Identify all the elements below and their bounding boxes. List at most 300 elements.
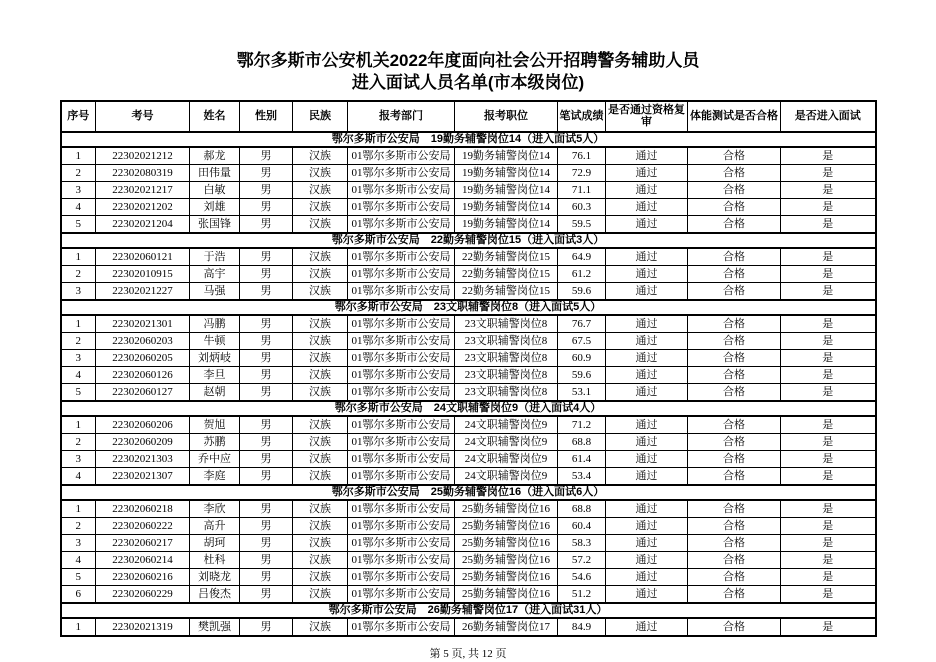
cell-fitness-test: 合格: [688, 181, 781, 198]
cell-department: 01鄂尔多斯市公安局: [348, 332, 455, 349]
cell-position: 19勤务辅警岗位14: [455, 215, 558, 233]
cell-department: 01鄂尔多斯市公安局: [348, 164, 455, 181]
cell-qualification-review: 通过: [606, 383, 688, 401]
column-header-written-score: 笔试成绩: [558, 101, 606, 132]
cell-index: 5: [61, 568, 96, 585]
column-header-position: 报考职位: [455, 101, 558, 132]
cell-index: 1: [61, 618, 96, 636]
cell-qualification-review: 通过: [606, 332, 688, 349]
cell-exam-number: 22302060229: [96, 585, 190, 603]
cell-interview-entry: 是: [781, 265, 876, 282]
column-header-qualification-review: 是否通过资格复审: [606, 101, 688, 132]
cell-department: 01鄂尔多斯市公安局: [348, 551, 455, 568]
group-header-row: [61, 485, 876, 500]
cell-name: 高升: [190, 517, 240, 534]
cell-name: 郝龙: [190, 147, 240, 165]
cell-exam-number: 22302021301: [96, 315, 190, 333]
cell-fitness-test: 合格: [688, 568, 781, 585]
cell-index: 5: [61, 383, 96, 401]
cell-index: 4: [61, 551, 96, 568]
cell-gender: 男: [240, 383, 293, 401]
cell-written-score: 71.2: [558, 416, 606, 434]
cell-fitness-test: 合格: [688, 450, 781, 467]
cell-written-score: 76.1: [558, 147, 606, 165]
group-header-row: [61, 401, 876, 416]
cell-exam-number: 22302060205: [96, 349, 190, 366]
cell-fitness-test: 合格: [688, 618, 781, 636]
table-row: [61, 198, 876, 215]
cell-interview-entry: 是: [781, 164, 876, 181]
cell-gender: 男: [240, 450, 293, 467]
cell-position: 23文职辅警岗位8: [455, 383, 558, 401]
cell-written-score: 60.4: [558, 517, 606, 534]
cell-interview-entry: 是: [781, 181, 876, 198]
cell-ethnicity: 汉族: [293, 366, 348, 383]
cell-exam-number: 22302080319: [96, 164, 190, 181]
table-row: [61, 282, 876, 300]
cell-qualification-review: 通过: [606, 416, 688, 434]
cell-name: 李旦: [190, 366, 240, 383]
cell-exam-number: 22302060206: [96, 416, 190, 434]
cell-fitness-test: 合格: [688, 467, 781, 485]
cell-fitness-test: 合格: [688, 349, 781, 366]
cell-written-score: 57.2: [558, 551, 606, 568]
cell-department: 01鄂尔多斯市公安局: [348, 349, 455, 366]
cell-name: 马强: [190, 282, 240, 300]
cell-name: 胡珂: [190, 534, 240, 551]
cell-name: 冯鹏: [190, 315, 240, 333]
cell-gender: 男: [240, 433, 293, 450]
cell-exam-number: 22302010915: [96, 265, 190, 282]
cell-qualification-review: 通过: [606, 433, 688, 450]
cell-position: 25勤务辅警岗位16: [455, 568, 558, 585]
table-row: [61, 366, 876, 383]
cell-gender: 男: [240, 215, 293, 233]
cell-fitness-test: 合格: [688, 517, 781, 534]
cell-department: 01鄂尔多斯市公安局: [348, 585, 455, 603]
cell-index: 3: [61, 181, 96, 198]
group-header: 鄂尔多斯市公安局 24文职辅警岗位9（进入面试4人）: [61, 401, 876, 416]
cell-ethnicity: 汉族: [293, 433, 348, 450]
cell-name: 杜科: [190, 551, 240, 568]
cell-name: 刘雄: [190, 198, 240, 215]
cell-qualification-review: 通过: [606, 618, 688, 636]
cell-qualification-review: 通过: [606, 248, 688, 266]
cell-ethnicity: 汉族: [293, 349, 348, 366]
cell-qualification-review: 通过: [606, 551, 688, 568]
cell-interview-entry: 是: [781, 383, 876, 401]
table-row: [61, 215, 876, 233]
table-row: [61, 265, 876, 282]
cell-ethnicity: 汉族: [293, 215, 348, 233]
cell-position: 19勤务辅警岗位14: [455, 198, 558, 215]
cell-qualification-review: 通过: [606, 282, 688, 300]
cell-fitness-test: 合格: [688, 248, 781, 266]
cell-ethnicity: 汉族: [293, 551, 348, 568]
cell-gender: 男: [240, 164, 293, 181]
cell-gender: 男: [240, 500, 293, 518]
cell-exam-number: 22302060216: [96, 568, 190, 585]
cell-written-score: 68.8: [558, 433, 606, 450]
group-header-row: [61, 233, 876, 248]
cell-gender: 男: [240, 551, 293, 568]
cell-written-score: 58.3: [558, 534, 606, 551]
cell-interview-entry: 是: [781, 433, 876, 450]
table-row: [61, 147, 876, 165]
cell-department: 01鄂尔多斯市公安局: [348, 383, 455, 401]
cell-written-score: 68.8: [558, 500, 606, 518]
group-header: 鄂尔多斯市公安局 23文职辅警岗位8（进入面试5人）: [61, 300, 876, 315]
cell-written-score: 53.1: [558, 383, 606, 401]
cell-exam-number: 22302021303: [96, 450, 190, 467]
table-row: [61, 416, 876, 434]
roster-table: [60, 100, 877, 637]
cell-department: 01鄂尔多斯市公安局: [348, 248, 455, 266]
column-header-index: 序号: [61, 101, 96, 132]
cell-ethnicity: 汉族: [293, 181, 348, 198]
group-header: 鄂尔多斯市公安局 26勤务辅警岗位17（进入面试31人）: [61, 603, 876, 618]
cell-gender: 男: [240, 585, 293, 603]
cell-gender: 男: [240, 416, 293, 434]
cell-exam-number: 22302060126: [96, 366, 190, 383]
cell-gender: 男: [240, 315, 293, 333]
cell-fitness-test: 合格: [688, 585, 781, 603]
table-row: [61, 585, 876, 603]
cell-position: 19勤务辅警岗位14: [455, 147, 558, 165]
cell-qualification-review: 通过: [606, 349, 688, 366]
cell-gender: 男: [240, 568, 293, 585]
cell-position: 23文职辅警岗位8: [455, 349, 558, 366]
cell-exam-number: 22302021212: [96, 147, 190, 165]
table-row: [61, 164, 876, 181]
cell-gender: 男: [240, 265, 293, 282]
cell-department: 01鄂尔多斯市公安局: [348, 433, 455, 450]
cell-ethnicity: 汉族: [293, 416, 348, 434]
cell-name: 李欣: [190, 500, 240, 518]
cell-written-score: 64.9: [558, 248, 606, 266]
column-header-ethnicity: 民族: [293, 101, 348, 132]
cell-department: 01鄂尔多斯市公安局: [348, 568, 455, 585]
cell-gender: 男: [240, 534, 293, 551]
cell-department: 01鄂尔多斯市公安局: [348, 215, 455, 233]
cell-department: 01鄂尔多斯市公安局: [348, 467, 455, 485]
cell-ethnicity: 汉族: [293, 332, 348, 349]
cell-gender: 男: [240, 467, 293, 485]
cell-interview-entry: 是: [781, 315, 876, 333]
cell-position: 22勤务辅警岗位15: [455, 265, 558, 282]
cell-index: 4: [61, 366, 96, 383]
cell-interview-entry: 是: [781, 618, 876, 636]
cell-index: 3: [61, 534, 96, 551]
cell-exam-number: 22302060217: [96, 534, 190, 551]
column-header-fitness-test: 体能测试是否合格: [688, 101, 781, 132]
cell-exam-number: 22302021319: [96, 618, 190, 636]
cell-exam-number: 22302060222: [96, 517, 190, 534]
cell-written-score: 76.7: [558, 315, 606, 333]
cell-index: 1: [61, 416, 96, 434]
cell-qualification-review: 通过: [606, 315, 688, 333]
cell-department: 01鄂尔多斯市公安局: [348, 450, 455, 467]
cell-qualification-review: 通过: [606, 467, 688, 485]
cell-name: 贺旭: [190, 416, 240, 434]
cell-gender: 男: [240, 332, 293, 349]
group-header-row: [61, 603, 876, 618]
cell-index: 1: [61, 248, 96, 266]
cell-department: 01鄂尔多斯市公安局: [348, 366, 455, 383]
cell-interview-entry: 是: [781, 282, 876, 300]
cell-department: 01鄂尔多斯市公安局: [348, 500, 455, 518]
cell-gender: 男: [240, 147, 293, 165]
cell-position: 19勤务辅警岗位14: [455, 181, 558, 198]
cell-interview-entry: 是: [781, 551, 876, 568]
cell-qualification-review: 通过: [606, 181, 688, 198]
cell-department: 01鄂尔多斯市公安局: [348, 181, 455, 198]
cell-gender: 男: [240, 248, 293, 266]
cell-position: 23文职辅警岗位8: [455, 332, 558, 349]
cell-name: 白敏: [190, 181, 240, 198]
group-header-row: [61, 132, 876, 147]
cell-gender: 男: [240, 181, 293, 198]
cell-index: 2: [61, 332, 96, 349]
table-row: [61, 517, 876, 534]
cell-name: 田伟量: [190, 164, 240, 181]
cell-position: 23文职辅警岗位8: [455, 366, 558, 383]
cell-ethnicity: 汉族: [293, 585, 348, 603]
cell-interview-entry: 是: [781, 198, 876, 215]
cell-position: 25勤务辅警岗位16: [455, 517, 558, 534]
page-title-line1: 鄂尔多斯市公安机关2022年度面向社会公开招聘警务辅助人员: [236, 51, 700, 70]
cell-department: 01鄂尔多斯市公安局: [348, 517, 455, 534]
cell-written-score: 71.1: [558, 181, 606, 198]
cell-ethnicity: 汉族: [293, 534, 348, 551]
cell-fitness-test: 合格: [688, 215, 781, 233]
cell-index: 3: [61, 349, 96, 366]
cell-written-score: 72.9: [558, 164, 606, 181]
table-row: [61, 349, 876, 366]
cell-qualification-review: 通过: [606, 265, 688, 282]
cell-fitness-test: 合格: [688, 332, 781, 349]
cell-index: 1: [61, 500, 96, 518]
cell-written-score: 84.9: [558, 618, 606, 636]
cell-written-score: 59.6: [558, 366, 606, 383]
table-row: [61, 500, 876, 518]
cell-qualification-review: 通过: [606, 215, 688, 233]
cell-interview-entry: 是: [781, 332, 876, 349]
cell-fitness-test: 合格: [688, 147, 781, 165]
cell-name: 吕俊杰: [190, 585, 240, 603]
cell-interview-entry: 是: [781, 366, 876, 383]
cell-interview-entry: 是: [781, 248, 876, 266]
cell-gender: 男: [240, 349, 293, 366]
cell-department: 01鄂尔多斯市公安局: [348, 534, 455, 551]
cell-exam-number: 22302060218: [96, 500, 190, 518]
cell-written-score: 51.2: [558, 585, 606, 603]
cell-name: 牛顿: [190, 332, 240, 349]
cell-index: 2: [61, 517, 96, 534]
cell-interview-entry: 是: [781, 500, 876, 518]
group-header-row: [61, 300, 876, 315]
cell-written-score: 67.5: [558, 332, 606, 349]
cell-index: 2: [61, 164, 96, 181]
cell-interview-entry: 是: [781, 416, 876, 434]
cell-fitness-test: 合格: [688, 500, 781, 518]
cell-position: 22勤务辅警岗位15: [455, 282, 558, 300]
table-row: [61, 248, 876, 266]
cell-ethnicity: 汉族: [293, 147, 348, 165]
cell-department: 01鄂尔多斯市公安局: [348, 198, 455, 215]
cell-name: 乔中应: [190, 450, 240, 467]
cell-name: 樊凯强: [190, 618, 240, 636]
cell-position: 22勤务辅警岗位15: [455, 248, 558, 266]
cell-fitness-test: 合格: [688, 265, 781, 282]
page-number-footer: 第 5 页, 共 12 页: [429, 647, 507, 660]
cell-name: 刘晓龙: [190, 568, 240, 585]
cell-exam-number: 22302060214: [96, 551, 190, 568]
cell-name: 苏鹏: [190, 433, 240, 450]
cell-gender: 男: [240, 198, 293, 215]
cell-name: 赵朝: [190, 383, 240, 401]
group-header: 鄂尔多斯市公安局 25勤务辅警岗位16（进入面试6人）: [61, 485, 876, 500]
table-row: [61, 332, 876, 349]
cell-ethnicity: 汉族: [293, 164, 348, 181]
cell-qualification-review: 通过: [606, 198, 688, 215]
cell-position: 19勤务辅警岗位14: [455, 164, 558, 181]
cell-written-score: 53.4: [558, 467, 606, 485]
cell-exam-number: 22302021217: [96, 181, 190, 198]
cell-written-score: 60.9: [558, 349, 606, 366]
cell-written-score: 59.5: [558, 215, 606, 233]
cell-interview-entry: 是: [781, 517, 876, 534]
cell-department: 01鄂尔多斯市公安局: [348, 265, 455, 282]
cell-exam-number: 22302060209: [96, 433, 190, 450]
cell-written-score: 54.6: [558, 568, 606, 585]
cell-index: 4: [61, 467, 96, 485]
cell-qualification-review: 通过: [606, 568, 688, 585]
cell-ethnicity: 汉族: [293, 282, 348, 300]
cell-department: 01鄂尔多斯市公安局: [348, 315, 455, 333]
cell-qualification-review: 通过: [606, 500, 688, 518]
cell-interview-entry: 是: [781, 568, 876, 585]
cell-department: 01鄂尔多斯市公安局: [348, 618, 455, 636]
group-header: 鄂尔多斯市公安局 19勤务辅警岗位14（进入面试5人）: [61, 132, 876, 147]
cell-ethnicity: 汉族: [293, 500, 348, 518]
group-header: 鄂尔多斯市公安局 22勤务辅警岗位15（进入面试3人）: [61, 233, 876, 248]
table-row: [61, 467, 876, 485]
cell-written-score: 61.4: [558, 450, 606, 467]
cell-fitness-test: 合格: [688, 282, 781, 300]
table-row: [61, 534, 876, 551]
column-header-gender: 性别: [240, 101, 293, 132]
cell-index: 3: [61, 450, 96, 467]
column-header-department: 报考部门: [348, 101, 455, 132]
cell-fitness-test: 合格: [688, 366, 781, 383]
cell-index: 6: [61, 585, 96, 603]
cell-fitness-test: 合格: [688, 383, 781, 401]
cell-ethnicity: 汉族: [293, 265, 348, 282]
cell-name: 高宇: [190, 265, 240, 282]
table-row: [61, 568, 876, 585]
cell-exam-number: 22302021227: [96, 282, 190, 300]
cell-position: 24文职辅警岗位9: [455, 467, 558, 485]
cell-ethnicity: 汉族: [293, 517, 348, 534]
page-title: [0, 0, 936, 95]
cell-department: 01鄂尔多斯市公安局: [348, 416, 455, 434]
table-body: [61, 132, 876, 636]
cell-ethnicity: 汉族: [293, 568, 348, 585]
cell-index: 1: [61, 147, 96, 165]
cell-gender: 男: [240, 282, 293, 300]
cell-ethnicity: 汉族: [293, 198, 348, 215]
cell-ethnicity: 汉族: [293, 618, 348, 636]
cell-department: 01鄂尔多斯市公安局: [348, 147, 455, 165]
cell-interview-entry: 是: [781, 147, 876, 165]
cell-written-score: 59.6: [558, 282, 606, 300]
table-row: [61, 551, 876, 568]
table-row: [61, 181, 876, 198]
cell-index: 5: [61, 215, 96, 233]
cell-interview-entry: 是: [781, 215, 876, 233]
cell-interview-entry: 是: [781, 585, 876, 603]
table-row: [61, 618, 876, 636]
cell-exam-number: 22302060121: [96, 248, 190, 266]
cell-qualification-review: 通过: [606, 366, 688, 383]
cell-qualification-review: 通过: [606, 517, 688, 534]
cell-interview-entry: 是: [781, 450, 876, 467]
cell-position: 26勤务辅警岗位17: [455, 618, 558, 636]
cell-exam-number: 22302021202: [96, 198, 190, 215]
cell-index: 3: [61, 282, 96, 300]
cell-position: 25勤务辅警岗位16: [455, 585, 558, 603]
cell-ethnicity: 汉族: [293, 450, 348, 467]
cell-written-score: 60.3: [558, 198, 606, 215]
table-header: [61, 101, 876, 132]
cell-qualification-review: 通过: [606, 147, 688, 165]
cell-gender: 男: [240, 366, 293, 383]
table-row: [61, 383, 876, 401]
cell-position: 25勤务辅警岗位16: [455, 534, 558, 551]
cell-gender: 男: [240, 517, 293, 534]
cell-fitness-test: 合格: [688, 551, 781, 568]
column-header-exam-number: 考号: [96, 101, 190, 132]
cell-name: 刘炳岐: [190, 349, 240, 366]
cell-ethnicity: 汉族: [293, 248, 348, 266]
table-header-row: [61, 101, 876, 132]
table-row: [61, 315, 876, 333]
cell-ethnicity: 汉族: [293, 383, 348, 401]
cell-interview-entry: 是: [781, 467, 876, 485]
cell-index: 2: [61, 433, 96, 450]
cell-ethnicity: 汉族: [293, 315, 348, 333]
cell-position: 23文职辅警岗位8: [455, 315, 558, 333]
table-row: [61, 433, 876, 450]
column-header-interview-entry: 是否进入面试: [781, 101, 876, 132]
cell-index: 4: [61, 198, 96, 215]
cell-name: 李庭: [190, 467, 240, 485]
cell-position: 25勤务辅警岗位16: [455, 551, 558, 568]
cell-fitness-test: 合格: [688, 433, 781, 450]
cell-fitness-test: 合格: [688, 315, 781, 333]
cell-fitness-test: 合格: [688, 416, 781, 434]
cell-exam-number: 22302060203: [96, 332, 190, 349]
cell-qualification-review: 通过: [606, 450, 688, 467]
cell-exam-number: 22302060127: [96, 383, 190, 401]
cell-gender: 男: [240, 618, 293, 636]
table-row: [61, 450, 876, 467]
cell-fitness-test: 合格: [688, 198, 781, 215]
page-title-line2: 进入面试人员名单(市本级岗位): [351, 73, 585, 93]
cell-fitness-test: 合格: [688, 164, 781, 181]
cell-qualification-review: 通过: [606, 164, 688, 181]
